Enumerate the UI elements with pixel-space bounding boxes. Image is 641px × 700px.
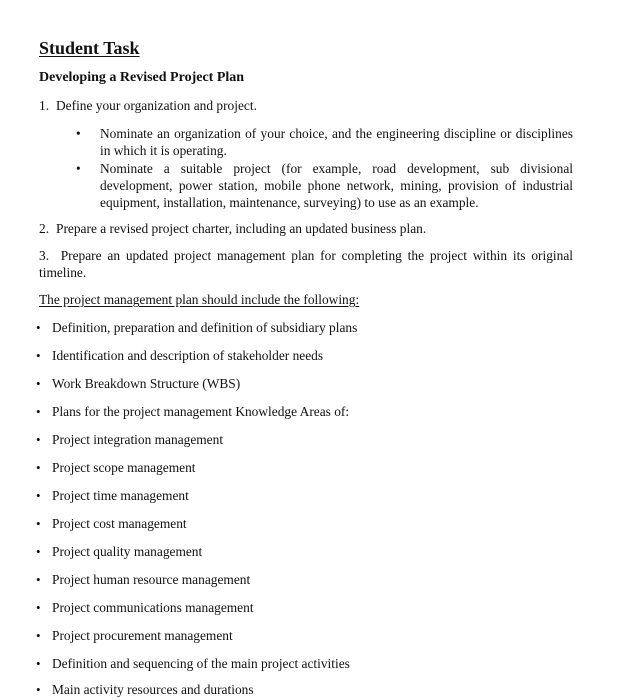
bullet-icon: • <box>36 682 41 697</box>
step-3 <box>39 247 573 281</box>
bullet-icon: • <box>76 126 81 141</box>
list-item <box>36 375 240 392</box>
list-item <box>36 627 233 644</box>
list-item-text: Project time management <box>52 488 189 503</box>
bullet-icon: • <box>36 460 41 475</box>
step-2-number: 2. <box>39 221 50 236</box>
bullet-icon: • <box>76 161 81 176</box>
step-3-number: 3. <box>39 248 50 263</box>
list-item-text: Project scope management <box>52 460 196 475</box>
bullet-icon: • <box>36 320 41 335</box>
step-2 <box>39 220 426 237</box>
bullet-icon: • <box>36 656 41 671</box>
list-item-text: Definition, preparation and definition of subsidiary plans <box>52 320 358 335</box>
step-1-bullet-organization: Nominate an organization of your choice, and the engineering discipline or disciplines in which it is operating. <box>100 126 573 158</box>
step-3-text: Prepare an updated project management plan for completing the project within its original timeline. <box>39 248 573 280</box>
bullet-icon: • <box>36 432 41 447</box>
list-item-text: Identification and description of stakeholder needs <box>52 348 324 363</box>
list-item-text: Project human resource management <box>52 572 251 587</box>
bullet-icon: • <box>36 488 41 503</box>
step-2-text: Prepare a revised project charter, including an updated business plan. <box>56 221 427 236</box>
step-1-bullet-project: Nominate a suitable project (for example, road development, sub divisional development, power station, mobile phone network, mining, provision of industrial equipment, installation, maintenance, surveying) to use as an example. <box>100 161 573 210</box>
list-item-text: Project procurement management <box>52 628 233 643</box>
bullet-icon: • <box>36 572 41 587</box>
step-1-number: 1. <box>39 98 50 113</box>
document-title: Student Task <box>39 38 140 58</box>
list-item <box>36 403 349 420</box>
bullet-icon: • <box>36 516 41 531</box>
bullet-icon: • <box>36 600 41 615</box>
plan-heading: The project management plan should include the following: <box>39 292 360 307</box>
list-item-text: Project integration management <box>52 432 224 447</box>
list-item <box>36 599 254 616</box>
step-1 <box>39 97 257 114</box>
list-item <box>36 543 202 560</box>
list-item-text: Project communications management <box>52 600 254 615</box>
list-item <box>36 515 187 532</box>
step-1-text: Define your organization and project. <box>56 98 257 113</box>
list-item <box>36 681 254 698</box>
bullet-icon: • <box>36 544 41 559</box>
document-subtitle: Developing a Revised Project Plan <box>39 70 245 85</box>
list-item <box>36 655 350 672</box>
bullet-icon: • <box>36 376 41 391</box>
bullet-icon: • <box>36 628 41 643</box>
list-item-text: Work Breakdown Structure (WBS) <box>52 376 241 391</box>
bullet-icon: • <box>36 348 41 363</box>
list-item <box>36 571 250 588</box>
bullet-icon: • <box>36 404 41 419</box>
list-item <box>36 459 196 476</box>
list-item <box>36 487 189 504</box>
list-item-text: Plans for the project management Knowledge Areas of: <box>52 404 350 419</box>
list-item-text: Project cost management <box>52 516 187 531</box>
list-item-text: Main activity resources and durations <box>52 682 254 697</box>
list-item <box>36 319 357 336</box>
list-item <box>36 431 223 448</box>
list-item <box>36 347 323 364</box>
list-item-text: Project quality management <box>52 544 203 559</box>
list-item-text: Definition and sequencing of the main project activities <box>52 656 350 671</box>
